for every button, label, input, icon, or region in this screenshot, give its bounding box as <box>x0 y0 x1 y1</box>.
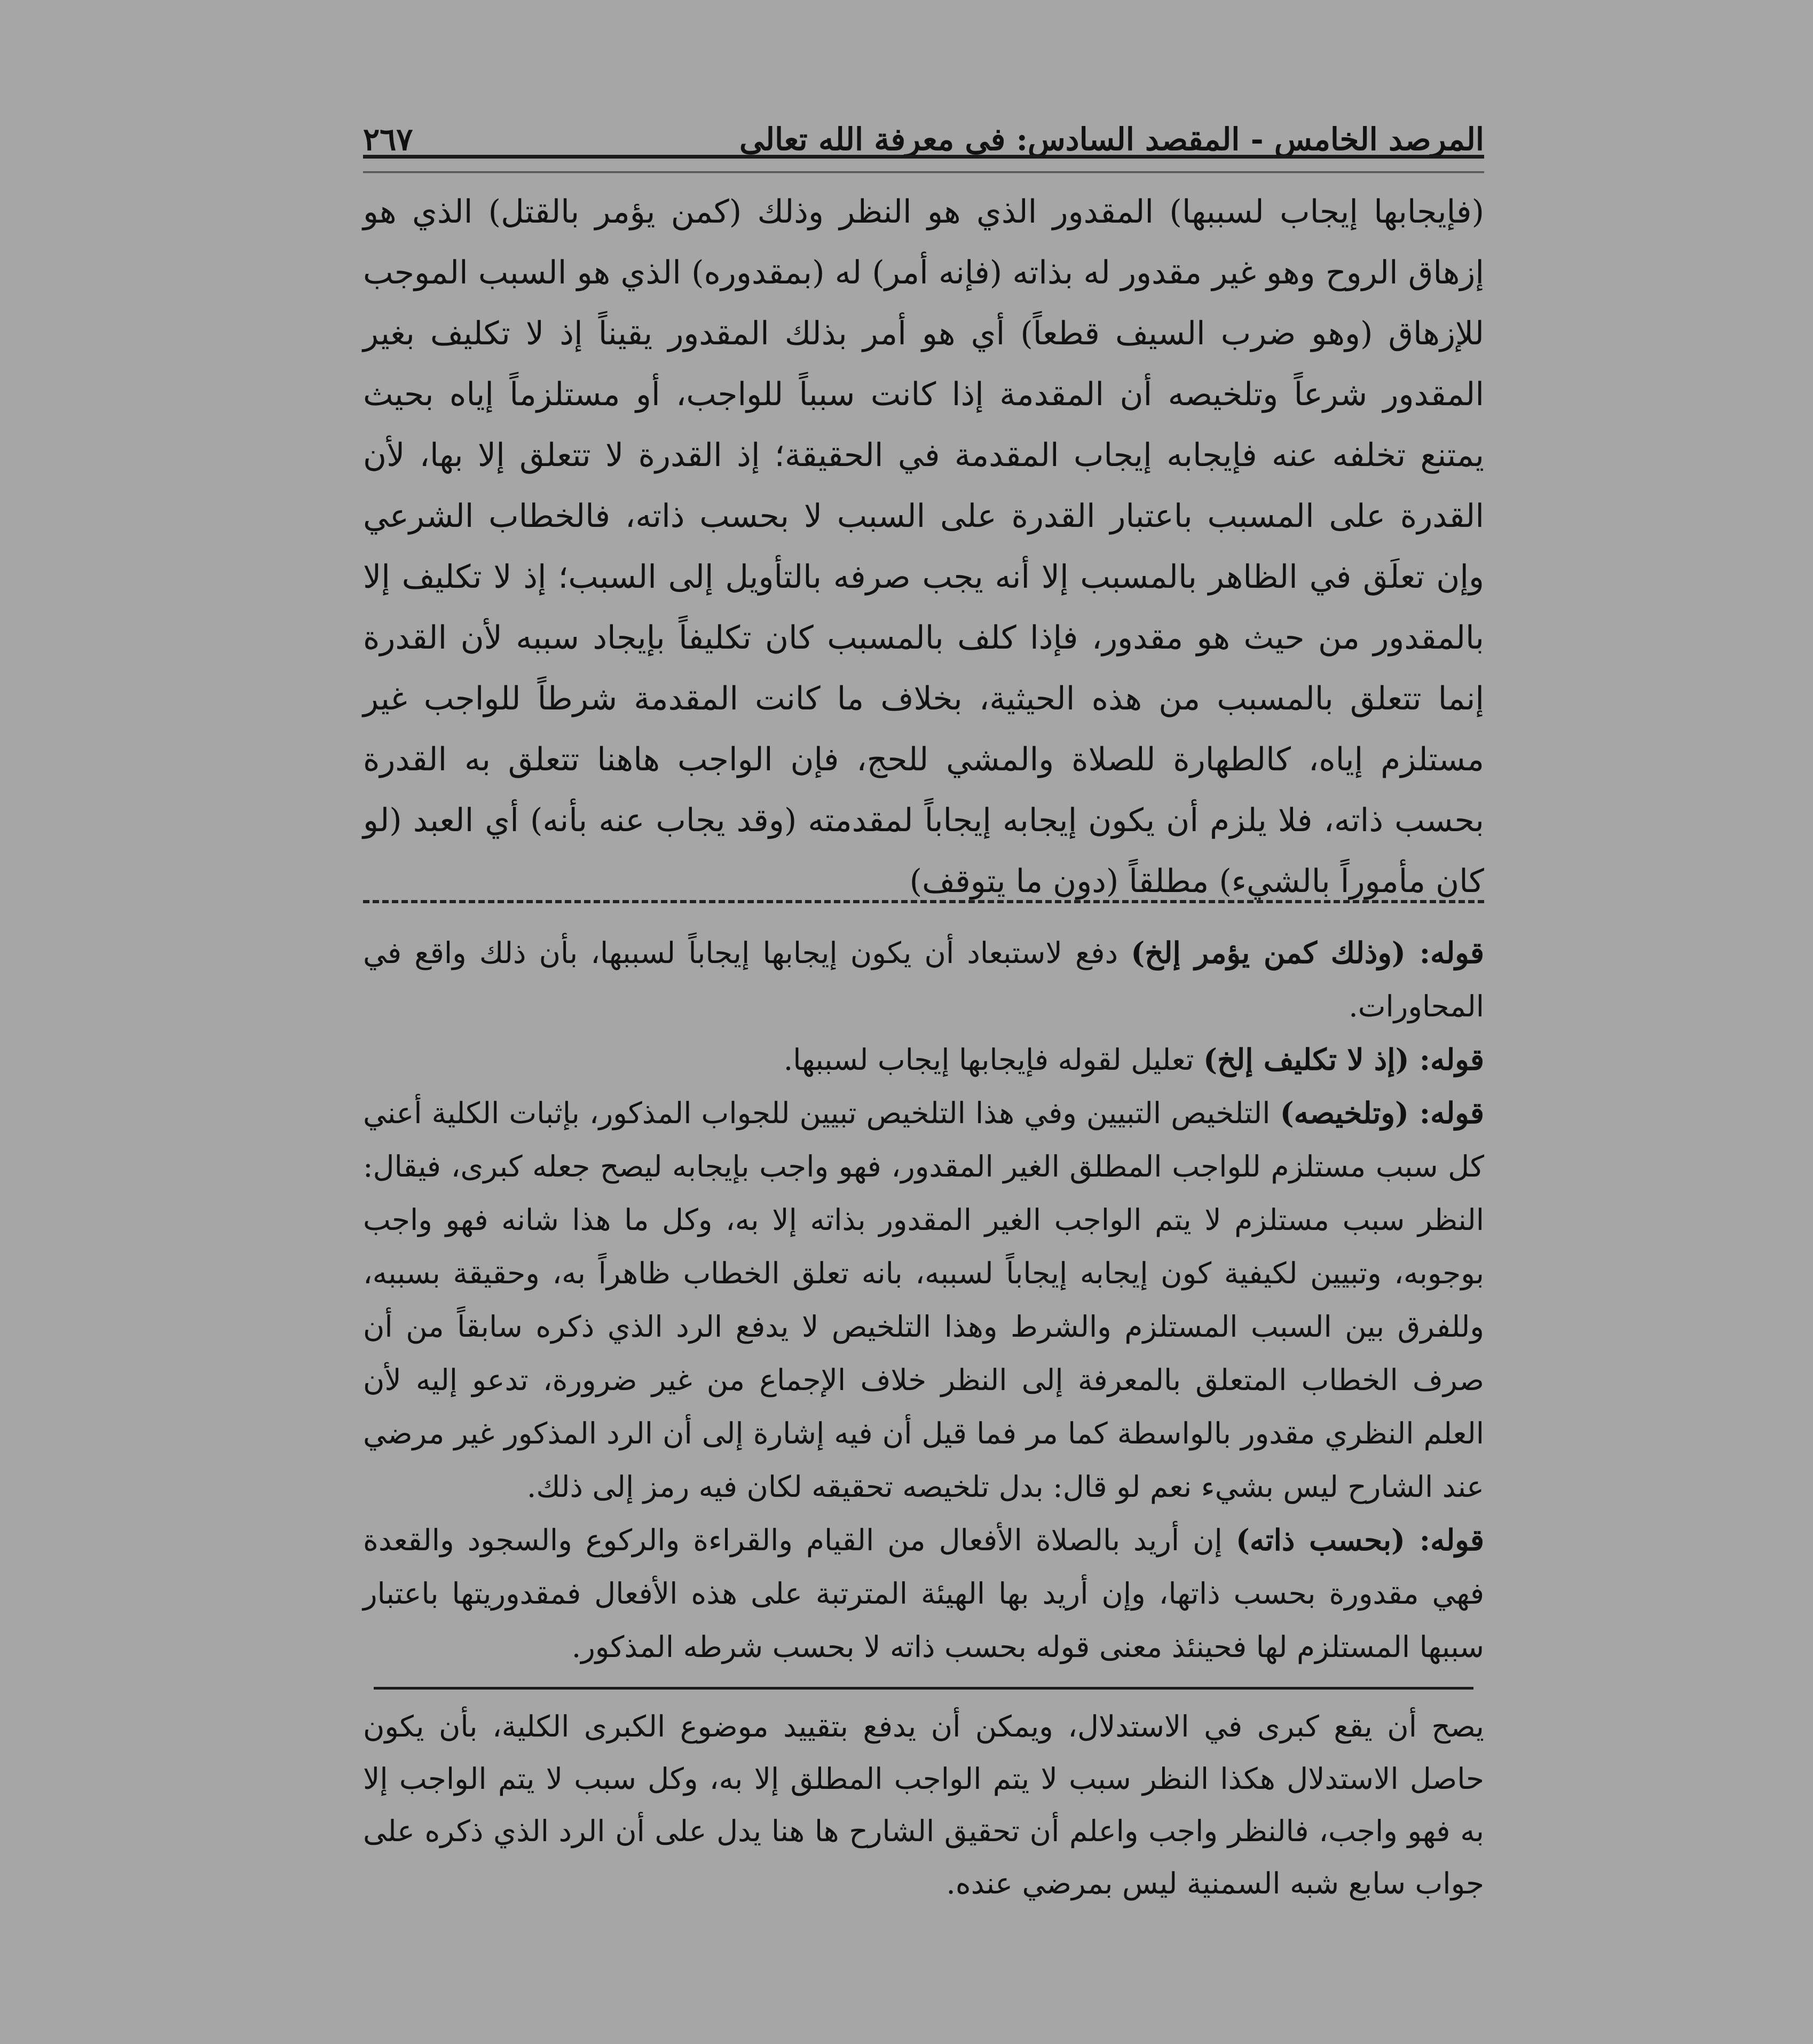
gloss-item <box>363 1033 1484 1086</box>
main-paragraph: (فإيجابها إيجاب لسببها) المقدور الذي هو النظر وذلك (كمن يؤمر بالقتل) الذي هو إزهاق الروح وهو غير مقدور له بذاته (فإنه أمر) له (بمقدوره) الذي هو السبب الموجب للإزهاق (وهو ضرب السيف قطعاً) أي هو أمر بذلك المقدور يقيناً إذ لا تكليف بغير المقدور شرعاً وتلخيصه أن المقدمة إذا كانت سبباً للواجب، أو مستلزماً إياه بحيث يمتنع تخلفه عنه فإيجابه إيجاب المقدمة في الحقيقة؛ إذ القدرة لا تتعلق إلا بها، لأن القدرة على المسبب باعتبار القدرة على السبب لا بحسب ذاته، فالخطاب الشرعي وإن تعلَق في الظاهر بالمسبب إلا أنه يجب صرفه بالتأويل إلى السبب؛ إذ لا تكليف إلا بالمقدور من حيث هو مقدور، فإذا كلف بالمسبب كان تكليفاً بإيجاد سببه لأن القدرة إنما تتعلق بالمسبب من هذه الحيثية، بخلاف ما كانت المقدمة شرطاً للواجب غير مستلزم إياه، كالطهارة للصلاة والمشي للحج، فإن الواجب هاهنا تتعلق به القدرة بحسب ذاته، فلا يلزم أن يكون إيجابه إيجاباً لمقدمته (وقد يجاب عنه بأنه) أي العبد (لو كان مأموراً بالشيء) مطلقاً (دون ما يتوقف) <box>363 193 1484 900</box>
gloss-text: دفع لاستبعاد أن يكون إيجابها إيجاباً لسببها، بأن ذلك واقع في المحاورات. <box>363 936 1484 1023</box>
page-number: ٢٦٧ <box>363 121 413 157</box>
book-page <box>363 85 1484 1932</box>
gloss-text: تعليل لقوله فإيجابها إيجاب لسببها. <box>783 1043 1203 1077</box>
dashed-divider <box>363 900 1484 903</box>
header-rule <box>363 155 1484 173</box>
gloss-lead: قوله: (إذ لا تكليف إلخ) <box>1203 1042 1484 1077</box>
gloss-item <box>363 926 1484 1033</box>
commentary <box>363 926 1484 1674</box>
gloss-lead: قوله: (بحسب ذاته) <box>1235 1522 1484 1557</box>
gloss-text: إن أريد بالصلاة الأفعال من القيام والقراءة والركوع والسجود والقعدة فهي مقدورة بحسب ذاتها، وإن أريد بها الهيئة المترتبة على هذه الأفعال فمقدوريتها باعتبار سببها المستلزم لها فحينئذ معنى قوله بحسب ذاته لا بحسب شرطه المذكور. <box>363 1523 1484 1664</box>
gloss-item <box>363 1086 1484 1513</box>
gloss-text: التلخيص التبيين وفي هذا التلخيص تبيين للجواب المذكور، بإثبات الكلية أعني كل سبب مستلزم للواجب المطلق الغير المقدور، فهو واجب بإيجابه ليصح جعله كبرى، فيقال: النظر سبب مستلزم لا يتم الواجب الغير المقدور بذاته إلا به، وكل ما هذا شانه فهو واجب بوجوبه، وتبيين لكيفية كون إيجابه إيجاباً لسببه، بانه تعلق الخطاب ظاهراً به، وحقيقة بسببه، وللفرق بين السبب المستلزم والشرط وهذا التلخيص لا يدفع الرد الذي ذكره سابقاً من أن صرف الخطاب المتعلق بالمعرفة إلى النظر خلاف الإجماع من غير ضرورة، تدعو إليه لأن العلم النظري مقدور بالواسطة كما مر فما قيل أن فيه إشارة إلى أن الرد المذكور غير مرضي عند الشارح ليس بشيء نعم لو قال: بدل تلخيصه تحقيقه لكان فيه رمز إلى ذلك. <box>363 1096 1484 1504</box>
gloss-lead: قوله: (وتلخيصه) <box>1280 1095 1484 1130</box>
footnote <box>363 1700 1484 1909</box>
gloss-item <box>363 1513 1484 1674</box>
footnote-rule <box>374 1687 1473 1690</box>
running-title: المرصد الخامس - المقصد السادس: في معرفة الله تعالى <box>739 121 1484 157</box>
main-text <box>363 181 1484 912</box>
running-header <box>363 96 1484 155</box>
gloss-lead: قوله: (وذلك كمن يؤمر إلخ) <box>1131 935 1484 970</box>
footnote-text: يصح أن يقع كبرى في الاستدلال، ويمكن أن يدفع بتقييد موضوع الكبرى الكلية، بأن يكون حاصل الاستدلال هكذا النظر سبب لا يتم الواجب المطلق إلا به، وكل سبب لا يتم الواجب إلا به فهو واجب، فالنظر واجب واعلم أن تحقيق الشارح ها هنا يدل على أن الرد الذي ذكره على جواب سابع شبه السمنية ليس بمرضي عنده. <box>363 1709 1484 1900</box>
